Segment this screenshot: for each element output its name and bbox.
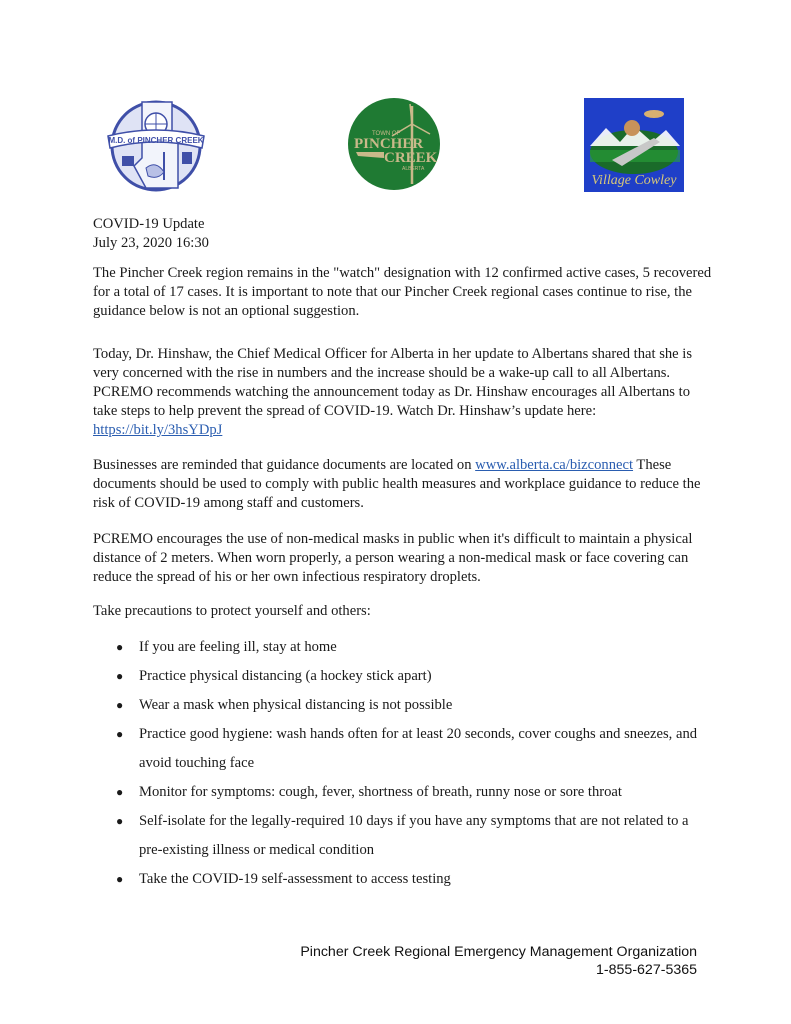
list-item: ● If you are feeling ill, stay at home <box>93 633 713 662</box>
hinshaw-update-paragraph <box>93 345 713 440</box>
bullet-icon: ● <box>116 785 124 799</box>
list-item: ● Monitor for symptoms: cough, fever, shortness of breath, runny nose or sore throat <box>93 778 713 807</box>
svg-text:PINCHER: PINCHER <box>354 136 424 152</box>
hinshaw-update-link[interactable]: https://bit.ly/3hsYDpJ <box>93 422 223 438</box>
list-item: ● Practice physical distancing (a hockey stick apart) <box>93 662 713 691</box>
town-pincher-creek-logo <box>348 98 440 190</box>
bullet-icon: ● <box>116 872 124 886</box>
bullet-icon: ● <box>116 814 124 828</box>
md-pincher-creek-logo <box>106 96 206 192</box>
village-cowley-logo <box>584 98 684 192</box>
list-item: ● Self-isolate for the legally-required 10 days if you have any symptoms that are not related to a pre-existing illness or medical condition <box>93 807 713 865</box>
bullet-icon: ● <box>116 698 124 712</box>
bullet-icon: ● <box>116 727 124 741</box>
case-status-paragraph: The Pincher Creek region remains in the "watch" designation with 12 confirmed active cases, 5 recovered for a total of 17 cases. It is important to note that our Pincher Creek regional cases continue to rise, the guidance below is not an optional suggestion. <box>93 265 712 319</box>
update-datetime: July 23, 2020 16:30 <box>93 235 209 251</box>
bullet-icon: ● <box>116 640 124 654</box>
mask-guidance-paragraph: PCREMO encourages the use of non-medical masks in public when it's difficult to maintain a physical distance of 2 meters. When worn properly, a person wearing a non-medical mask or face covering can reduce the spread of his or her own infectious respiratory droplets. <box>93 531 693 585</box>
bullet-icon: ● <box>116 669 124 683</box>
bizconnect-link[interactable]: www.alberta.ca/bizconnect <box>475 457 634 473</box>
business-guidance-text-before: Businesses are reminded that guidance documents are located on <box>93 457 476 473</box>
list-item: ● Practice good hygiene: wash hands often for at least 20 seconds, cover coughs and sneezes, and avoid touching face <box>93 720 713 778</box>
footer-phone: 1-855-627-5365 <box>596 962 697 978</box>
list-item: ● Wear a mask when physical distancing is not possible <box>93 691 713 720</box>
business-guidance-text-after: These documents should be used to comply with public health measures and workplace guidance to reduce the risk of COVID-19 among staff and customers. <box>93 457 701 511</box>
update-header <box>93 215 713 253</box>
svg-text:CREEK: CREEK <box>384 150 438 166</box>
hinshaw-update-text: Today, Dr. Hinshaw, the Chief Medical Officer for Alberta in her update to Albertans shared that she is very concerned with the rise in numbers and the increase should be a wake-up call to all Albertans. PCREMO recommends watching the announcement today as Dr. Hinshaw encourages all Albertans to take steps to help prevent the spread of COVID-19. Watch Dr. Hinshaw’s update here: <box>93 346 693 419</box>
svg-text:Village Cowley: Village Cowley <box>591 173 677 188</box>
precautions-list <box>93 633 713 894</box>
svg-text:M.D. of PINCHER CREEK: M.D. of PINCHER CREEK <box>108 136 204 145</box>
svg-text:ALBERTA: ALBERTA <box>402 166 425 172</box>
list-item: ● Take the COVID-19 self-assessment to access testing <box>93 865 713 894</box>
svg-text:TOWN OF: TOWN OF <box>372 131 401 137</box>
footer <box>300 943 697 979</box>
business-guidance-paragraph <box>93 456 713 513</box>
update-title: COVID-19 Update <box>93 216 205 232</box>
footer-organization: Pincher Creek Regional Emergency Management Organization <box>300 944 697 960</box>
precautions-intro: Take precautions to protect yourself and others: <box>93 603 371 619</box>
